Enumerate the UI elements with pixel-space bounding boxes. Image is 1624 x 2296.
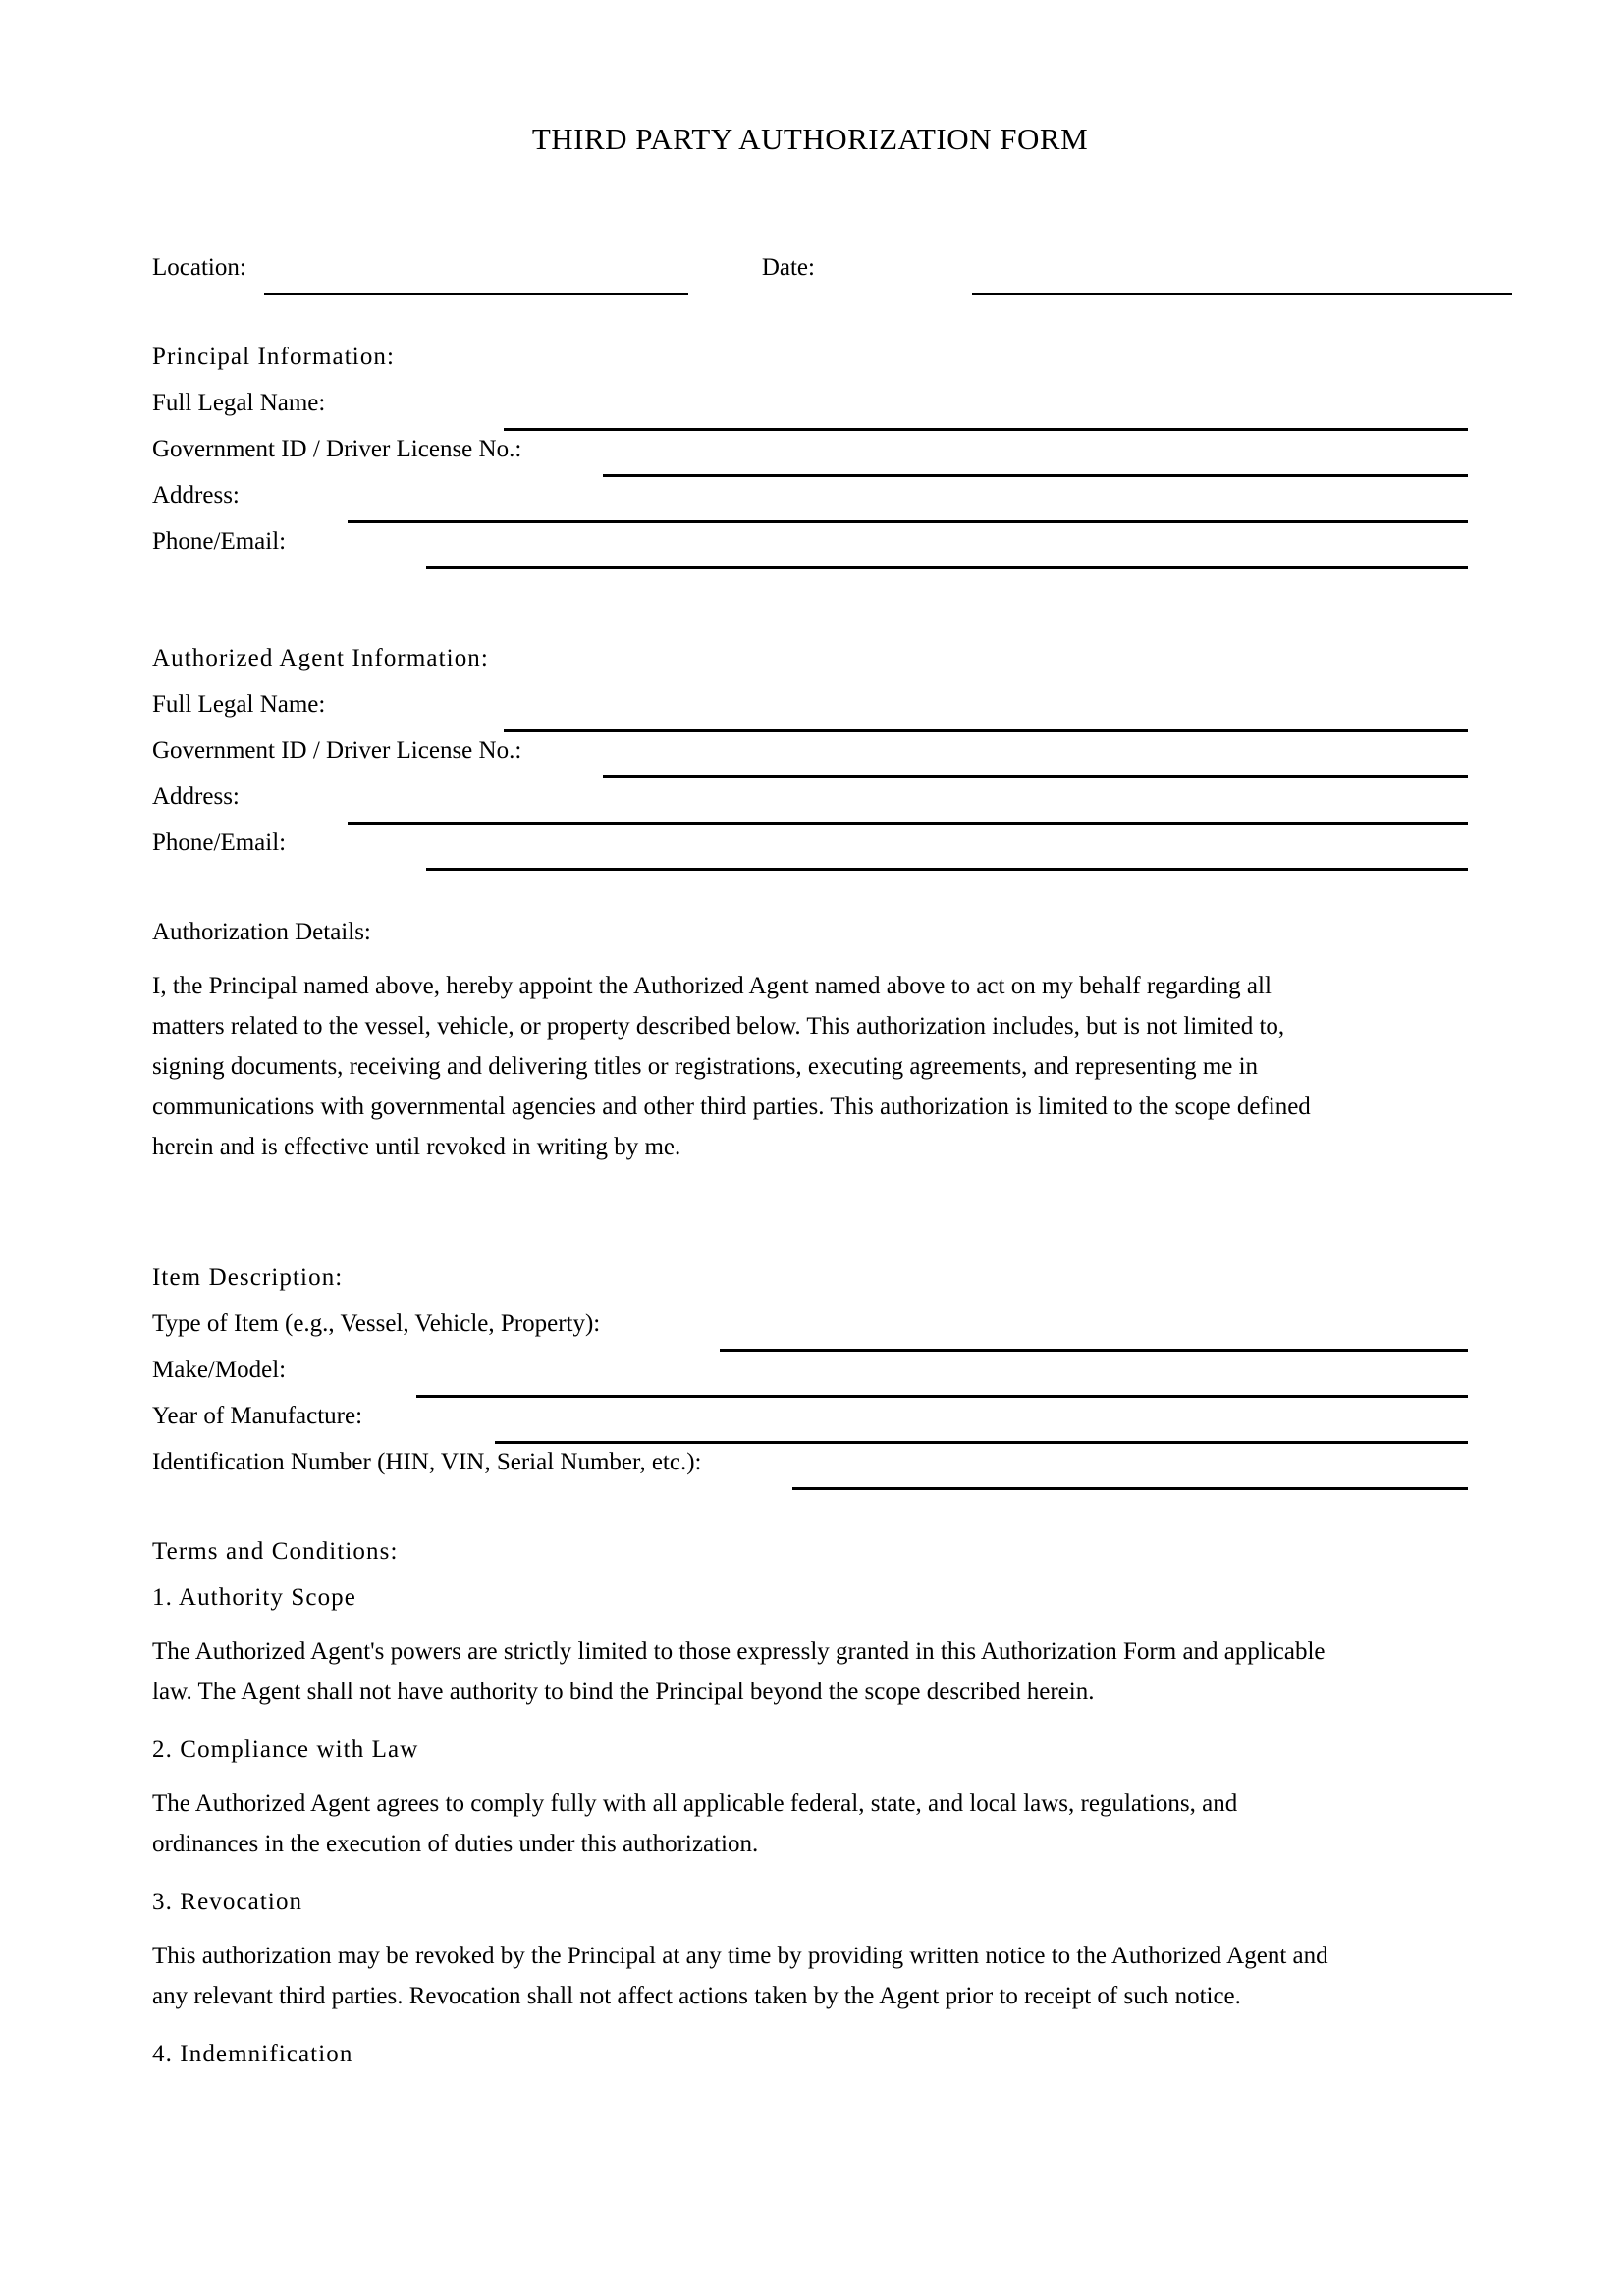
clause-1-title xyxy=(152,1585,1468,1631)
agent-phone-email-label: Phone/Email: xyxy=(152,829,287,857)
principal-full-legal-name-label: Full Legal Name: xyxy=(152,390,326,417)
principal-address-row xyxy=(152,483,1468,529)
clause-2-line-2: ordinances in the execution of duties under this authorization. xyxy=(152,1831,759,1858)
auth-details-line-1: I, the Principal named above, hereby appoint the Authorized Agent named above to act on my behalf regarding all xyxy=(152,973,1272,1000)
clause-2-title xyxy=(152,1737,1468,1784)
terms-heading xyxy=(152,1539,1468,1585)
item-year-row xyxy=(152,1404,1468,1450)
auth-details-line-2: matters related to the vessel, vehicle, or property described below. This authorization includes, but is not limited to, xyxy=(152,1013,1285,1041)
spacer-before-principal xyxy=(152,301,1468,345)
spacer-clause-1-2 xyxy=(152,1712,1468,1737)
clause-1-title-text: 1. Authority Scope xyxy=(152,1584,356,1612)
clause-2-body xyxy=(152,1784,1468,1864)
agent-full-legal-name-row xyxy=(152,692,1468,738)
date-label: Date: xyxy=(761,254,815,282)
clause-2-line-1: The Authorized Agent agrees to comply fully with all applicable federal, state, and local laws, regulations, and xyxy=(152,1790,1238,1818)
principal-government-id-row xyxy=(152,437,1468,483)
item-identification-number-row xyxy=(152,1450,1468,1496)
agent-section-heading xyxy=(152,646,1468,692)
agent-address-label: Address: xyxy=(152,783,240,811)
clause-4-title-text: 4. Indemnification xyxy=(152,2041,353,2068)
authorization-details-heading xyxy=(152,920,1468,966)
auth-details-line-4: communications with governmental agencies and other third parties. This authorization is limited to the scope defined xyxy=(152,1094,1311,1121)
auth-details-line-3: signing documents, receiving and delivering titles or registrations, executing agreements, and representing me in xyxy=(152,1053,1259,1081)
spacer-before-item-description xyxy=(152,1167,1468,1265)
agent-heading-text: Authorized Agent Information: xyxy=(152,645,489,672)
spacer-clause-2-3 xyxy=(152,1864,1468,1890)
clause-3-body xyxy=(152,1936,1468,2016)
location-label: Location: xyxy=(152,254,246,282)
item-type-row xyxy=(152,1311,1468,1358)
item-description-heading xyxy=(152,1265,1468,1311)
principal-government-id-label: Government ID / Driver License No.: xyxy=(152,436,522,463)
spacer-clause-3-4 xyxy=(152,2016,1468,2042)
document-content xyxy=(152,0,1468,2088)
clause-3-line-2: any relevant third parties. Revocation shall not affect actions taken by the Agent prior to receipt of such notice. xyxy=(152,1983,1241,2010)
clause-1-body xyxy=(152,1631,1468,1712)
location-date-row xyxy=(152,255,1468,301)
clause-1-line-2: law. The Agent shall not have authority to bind the Principal beyond the scope described herein. xyxy=(152,1679,1095,1706)
page-title: THIRD PARTY AUTHORIZATION FORM xyxy=(531,122,1089,156)
date-input-line[interactable] xyxy=(972,274,1512,301)
clause-3-line-1: This authorization may be revoked by the Principal at any time by providing written notice to the Authorized Agent and xyxy=(152,1943,1328,1970)
authorization-details-heading-text: Authorization Details: xyxy=(152,919,371,946)
spacer-after-title xyxy=(152,157,1468,255)
spacer-before-terms xyxy=(152,1496,1468,1539)
principal-full-legal-name-row xyxy=(152,391,1468,437)
item-make-model-label: Make/Model: xyxy=(152,1357,287,1384)
item-year-label: Year of Manufacture: xyxy=(152,1403,363,1430)
principal-heading-text: Principal Information: xyxy=(152,344,396,371)
clause-1-line-1: The Authorized Agent's powers are strictly limited to those expressly granted in this Authorization Form and applicable xyxy=(152,1638,1326,1666)
principal-section-heading xyxy=(152,345,1468,391)
clause-2-title-text: 2. Compliance with Law xyxy=(152,1736,419,1764)
principal-phone-email-label: Phone/Email: xyxy=(152,528,287,556)
terms-heading-text: Terms and Conditions: xyxy=(152,1538,399,1566)
spacer-before-auth-details xyxy=(152,877,1468,920)
principal-address-label: Address: xyxy=(152,482,240,509)
clause-3-title-text: 3. Revocation xyxy=(152,1889,303,1916)
item-type-label: Type of Item (e.g., Vessel, Vehicle, Property): xyxy=(152,1310,601,1338)
authorization-details-paragraph xyxy=(152,966,1468,1167)
auth-details-line-5: herein and is effective until revoked in writing by me. xyxy=(152,1134,681,1161)
clause-3-title xyxy=(152,1890,1468,1936)
item-make-model-row xyxy=(152,1358,1468,1404)
principal-phone-email-row xyxy=(152,529,1468,575)
item-identification-number-label: Identification Number (HIN, VIN, Serial Number, etc.): xyxy=(152,1449,702,1476)
agent-government-id-row xyxy=(152,738,1468,784)
agent-address-row xyxy=(152,784,1468,830)
agent-phone-email-row xyxy=(152,830,1468,877)
item-description-heading-text: Item Description: xyxy=(152,1264,344,1292)
agent-full-legal-name-label: Full Legal Name: xyxy=(152,691,326,719)
clause-4-title xyxy=(152,2042,1468,2088)
spacer-before-agent xyxy=(152,575,1468,646)
location-input-line[interactable] xyxy=(264,274,688,301)
agent-government-id-label: Government ID / Driver License No.: xyxy=(152,737,522,765)
